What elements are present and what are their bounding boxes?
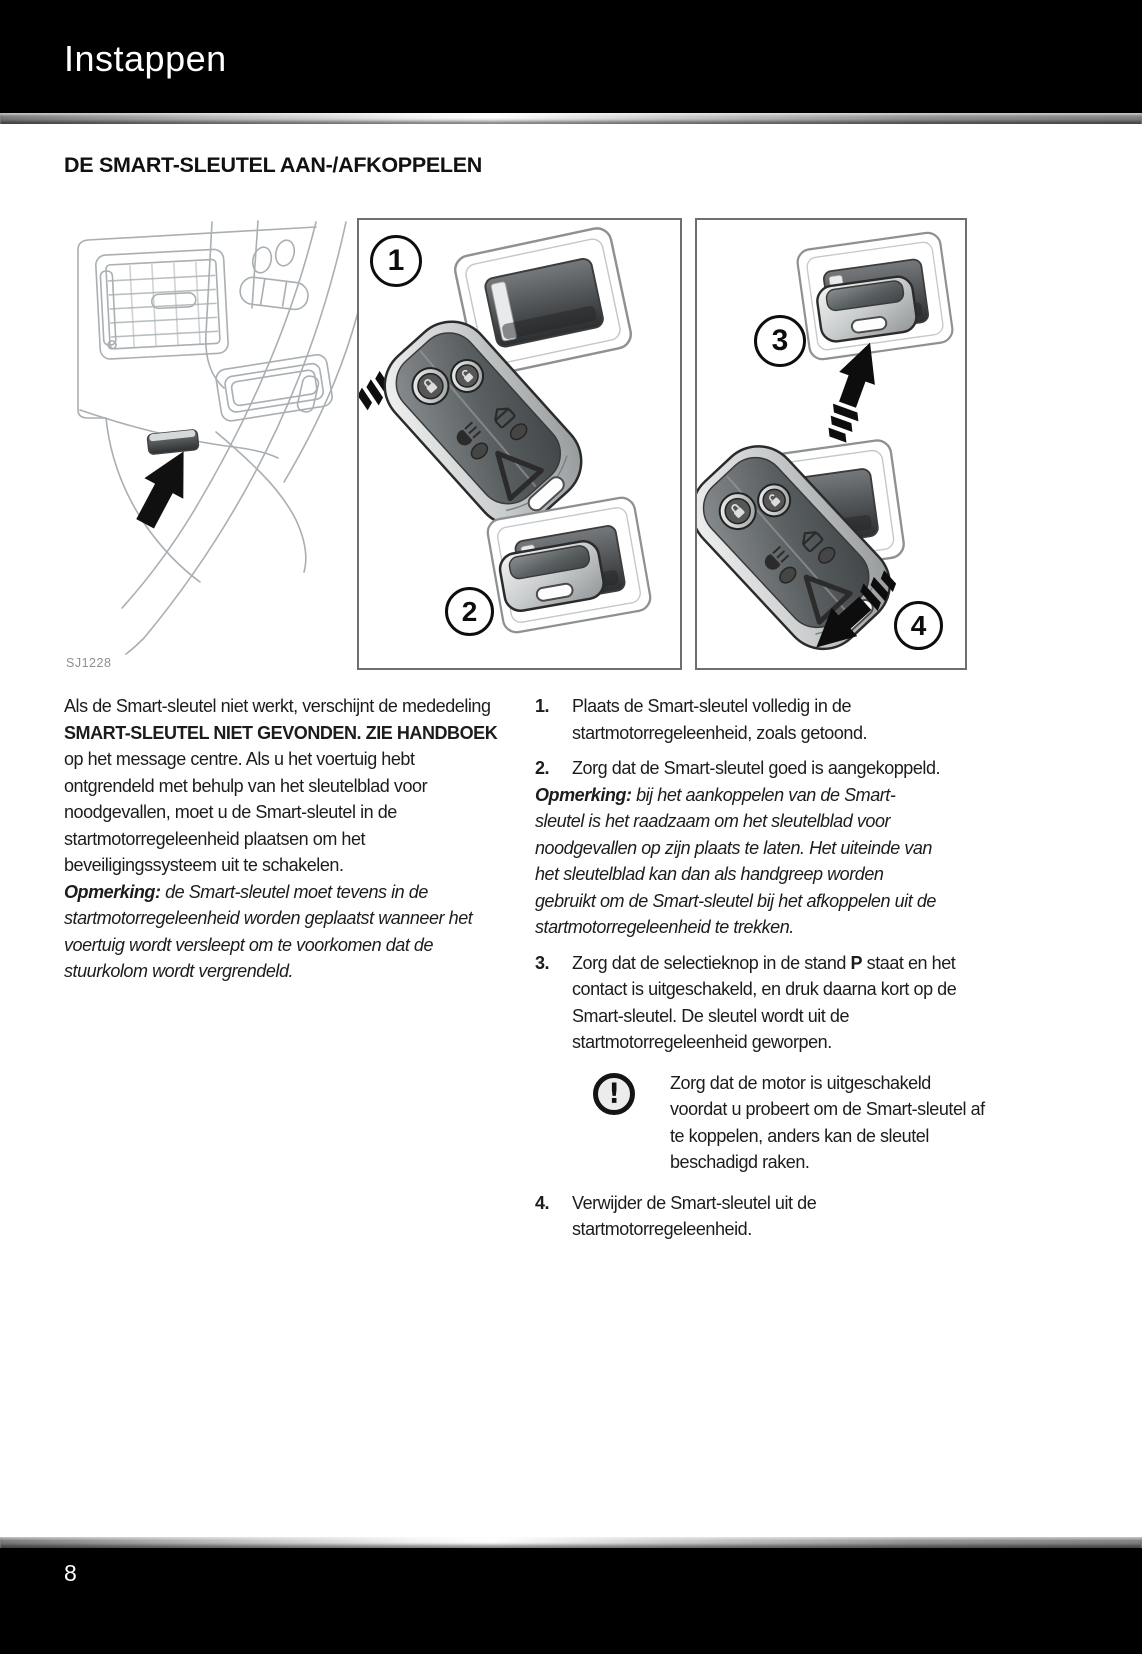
note-text: bij het aankoppelen van de Smart-sleutel is het raadzaam om het sleutelblad voor noodgevallen op zijn plaats te laten. Het uiteinde van het sleutelblad kan dan als handgreep worden gebruikt om de Smart-sleutel bij het afkoppelen uit de startmotorregeleenheid te trekken.	[535, 784, 936, 937]
list-item-3	[535, 950, 987, 1056]
list-text-segment: staat en het contact is uitgeschakeld, en druk daarna kort op de Smart-sleutel. De sleutel wordt uit de startmotorregeleenheid geworpen.	[572, 952, 957, 1052]
inserted-key-icon	[815, 275, 918, 344]
page-header	[0, 0, 1142, 113]
caution-block	[593, 1070, 987, 1176]
figure-panel-detach	[695, 218, 967, 670]
callout-3	[754, 315, 806, 367]
paragraph-text: op het message centre. Als u het voertuig hebt ontgrendeld met behulp van het sleutelblad voor noodgevallen, moet u de Smart-sleutel in de startmotorregeleenheid plaatsen om het beveiligingssysteem uit te schakelen.	[64, 749, 428, 875]
list-text: Plaats de Smart-sleutel volledig in de startmotorregeleenheid, zoals getoond.	[572, 696, 868, 743]
callout-1	[370, 235, 422, 287]
figure-dashboard	[66, 220, 358, 668]
gear-position-p: P	[850, 952, 863, 973]
list-number: 2.	[535, 758, 550, 778]
exclamation-glyph: !	[608, 1077, 620, 1110]
note-label: Opmerking:	[64, 881, 161, 902]
left-column	[64, 693, 509, 985]
direction-arrow-icon	[126, 441, 203, 534]
header-divider	[0, 113, 1142, 124]
attach-illustration	[359, 220, 680, 668]
page-footer	[0, 1548, 1142, 1654]
list-number: 1.	[535, 696, 550, 716]
callout-2	[445, 587, 494, 636]
paragraph-text: Als de Smart-sleutel niet werkt, verschijnt de mededeling	[64, 696, 491, 716]
list-text-segment: Zorg dat de selectieknop in de stand	[572, 952, 851, 973]
list-item-4	[535, 1190, 987, 1243]
note-towing	[64, 879, 509, 985]
right-column	[535, 693, 987, 1243]
page-number: 8	[64, 1560, 77, 1586]
caution-icon	[593, 1073, 635, 1115]
callout-2-label: 2	[461, 595, 478, 627]
figure-panel-attach	[357, 218, 682, 670]
list-item-2	[535, 755, 987, 782]
list-text: Zorg dat de Smart-sleutel goed is aangekoppeld.	[572, 758, 941, 778]
callout-3-label: 3	[771, 324, 789, 357]
paragraph-smart-key-not-found	[64, 693, 509, 879]
callout-4	[894, 601, 943, 650]
dashboard-illustration	[66, 220, 358, 668]
callout-1-label: 1	[387, 244, 405, 277]
list-item-1	[535, 693, 987, 746]
list-number: 3.	[535, 952, 550, 973]
page-title: Instappen	[64, 38, 227, 79]
note-key-blade	[535, 782, 943, 941]
list-number: 4.	[535, 1192, 550, 1213]
callout-4-label: 4	[910, 609, 927, 641]
list-text	[572, 950, 987, 1056]
note-label: Opmerking:	[535, 784, 632, 805]
list-text: Verwijder de Smart-sleutel uit de startmotorregeleenheid.	[572, 1192, 817, 1239]
section-heading: DE SMART-SLEUTEL AAN-/AFKOPPELEN	[64, 153, 483, 177]
footer-divider	[0, 1537, 1142, 1548]
dashboard-lines	[78, 221, 358, 654]
message-centre-warning-text: SMART-SLEUTEL NIET GEVONDEN. ZIE HANDBOEK	[64, 722, 498, 743]
figure-label: SJ1228	[66, 656, 112, 670]
detach-illustration	[697, 220, 965, 668]
note-text: de Smart-sleutel moet tevens in de startmotorregeleenheid worden geplaatst wanneer het voertuig wordt versleept om te voorkomen dat de stuurkolom wordt vergrendeld.	[64, 881, 473, 981]
key-slot	[147, 429, 199, 454]
caution-text: Zorg dat de motor is uitgeschakeld voordat u probeert om de Smart-sleutel af te koppelen, anders kan de sleutel beschadigd raken.	[670, 1072, 985, 1172]
